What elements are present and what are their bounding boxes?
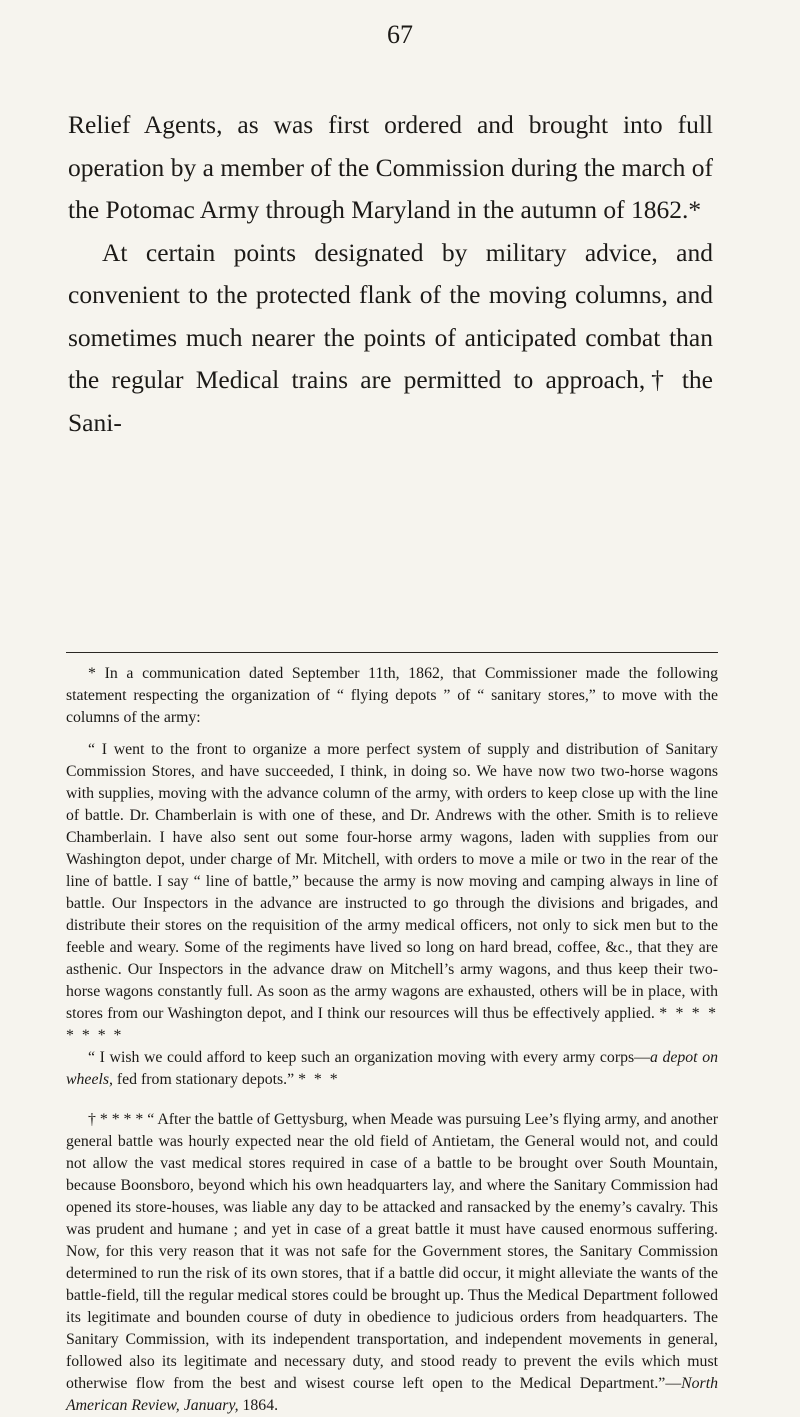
footnote-1-quote-text: “ I went to the front to organize a more perfect system of supply and distribution of Sanitary Commission Stores, and have succeeded, I think, in doing so. We have now two two-horse wagons with supplies, moving with the advance column of the army, with orders to keep close up with the line of battle. Dr. Chamberlain is with one of these, and Dr. Andrews with the other. Smith is to relieve Chamberlain. I have also sent out some four-horse army wagons, laden with supplies from our Washington depot, under charge of Mr. Mitchell, with orders to move a mile or two in the rear of the line of battle. I say “ line of battle,” because the army is now moving and camping always in line of battle. Our Inspectors in the advance are instructed to go through the divisions and brigades, and distribute their stores on the requisition of the army medical officers, not only to sick men but to the feeble and weary. Some of the regiments have lived so long on hard bread, coffee, &c., that they are asthenic. Our Inspectors in the advance draw on Mitchell’s army wagons, and thus keep their two-horse wagons constantly full. As soon as the army wagons are exhausted, others will be in place, with stores from our Washington depot, and I think our resources will thus be effectively applied.	[66, 741, 718, 1022]
footnote-1-wish	[66, 1047, 718, 1091]
page-number: 67	[387, 20, 413, 49]
footnote-2-source: North American Review, January,	[66, 1375, 718, 1414]
footnote-1-wish-italic: a depot on wheels,	[66, 1049, 718, 1088]
footnote-1-wish-end: fed from stationary depots.”	[112, 1071, 295, 1088]
footnote-2-year: 1864.	[238, 1397, 279, 1414]
footnote-2	[66, 1109, 718, 1417]
footnote-1-intro: * In a communication dated September 11th, 1862, that Commissioner made the following statement respecting the organization of “ flying depots ” of “ sanitary stores,” to move with the columns of the army:	[66, 665, 718, 726]
footnote-1-quote	[66, 739, 718, 1047]
main-text	[68, 104, 713, 444]
footnotes	[66, 663, 718, 1417]
footnote-1-wish-start: “ I wish we could afford to keep such an organization moving with every army corps—	[88, 1049, 650, 1066]
footnote-2-text: After the battle of Gettysburg, when Meade was pursuing Lee’s flying army, and another general battle was hourly expected near the old field of Antietam, the General would not, and could not allow the vast medical stores required in case of a battle to be brought over South Mountain, because Boonsboro, beyond which his own headquarters lay, and where the Sanitary Commission had opened its store-houses, was liable any day to be attacked and ransacked by the enemy’s cavalry. This was prudent and humane ; and yet in case of a great battle it must have caused enormous suffering. Now, for this very reason that it was not safe for the Government stores, the Sanitary Commission determined to run the risk of its own stores, that if a battle did occur, it might alleviate the wants of the battle-field, till the regular medical stores could be brought up. Thus the Medical Department followed its legitimate and bounden course of duty in obedience to judicious orders from headquarters. The Sanitary Commission, with its independent transportation, and independent movements in general, followed also its legitimate and necessary duty, and stood ready to prevent the evils which must otherwise flow from the best and wisest course left open to the Medical Department.”—	[66, 1111, 718, 1392]
footnote-divider	[66, 652, 718, 653]
footnote-1-end-asterisks: * * *	[298, 1071, 340, 1088]
body-paragraph-2: At certain points designated by military advice, and convenient to the protected flank of the moving columns, and sometimes much nearer the points of anticipated combat than the regular Medical trains are permitted to approach,† the Sani-	[68, 237, 713, 437]
footnote-1-asterisks: * * * * * * * *	[66, 1005, 718, 1044]
footnote-2-lead: † * * * * “	[88, 1111, 158, 1128]
body-paragraph-1: Relief Agents, as was first ordered and brought into full operation by a member of the Commission during the march of the Potomac Army through Maryland in the autumn of 1862.*	[68, 110, 713, 224]
